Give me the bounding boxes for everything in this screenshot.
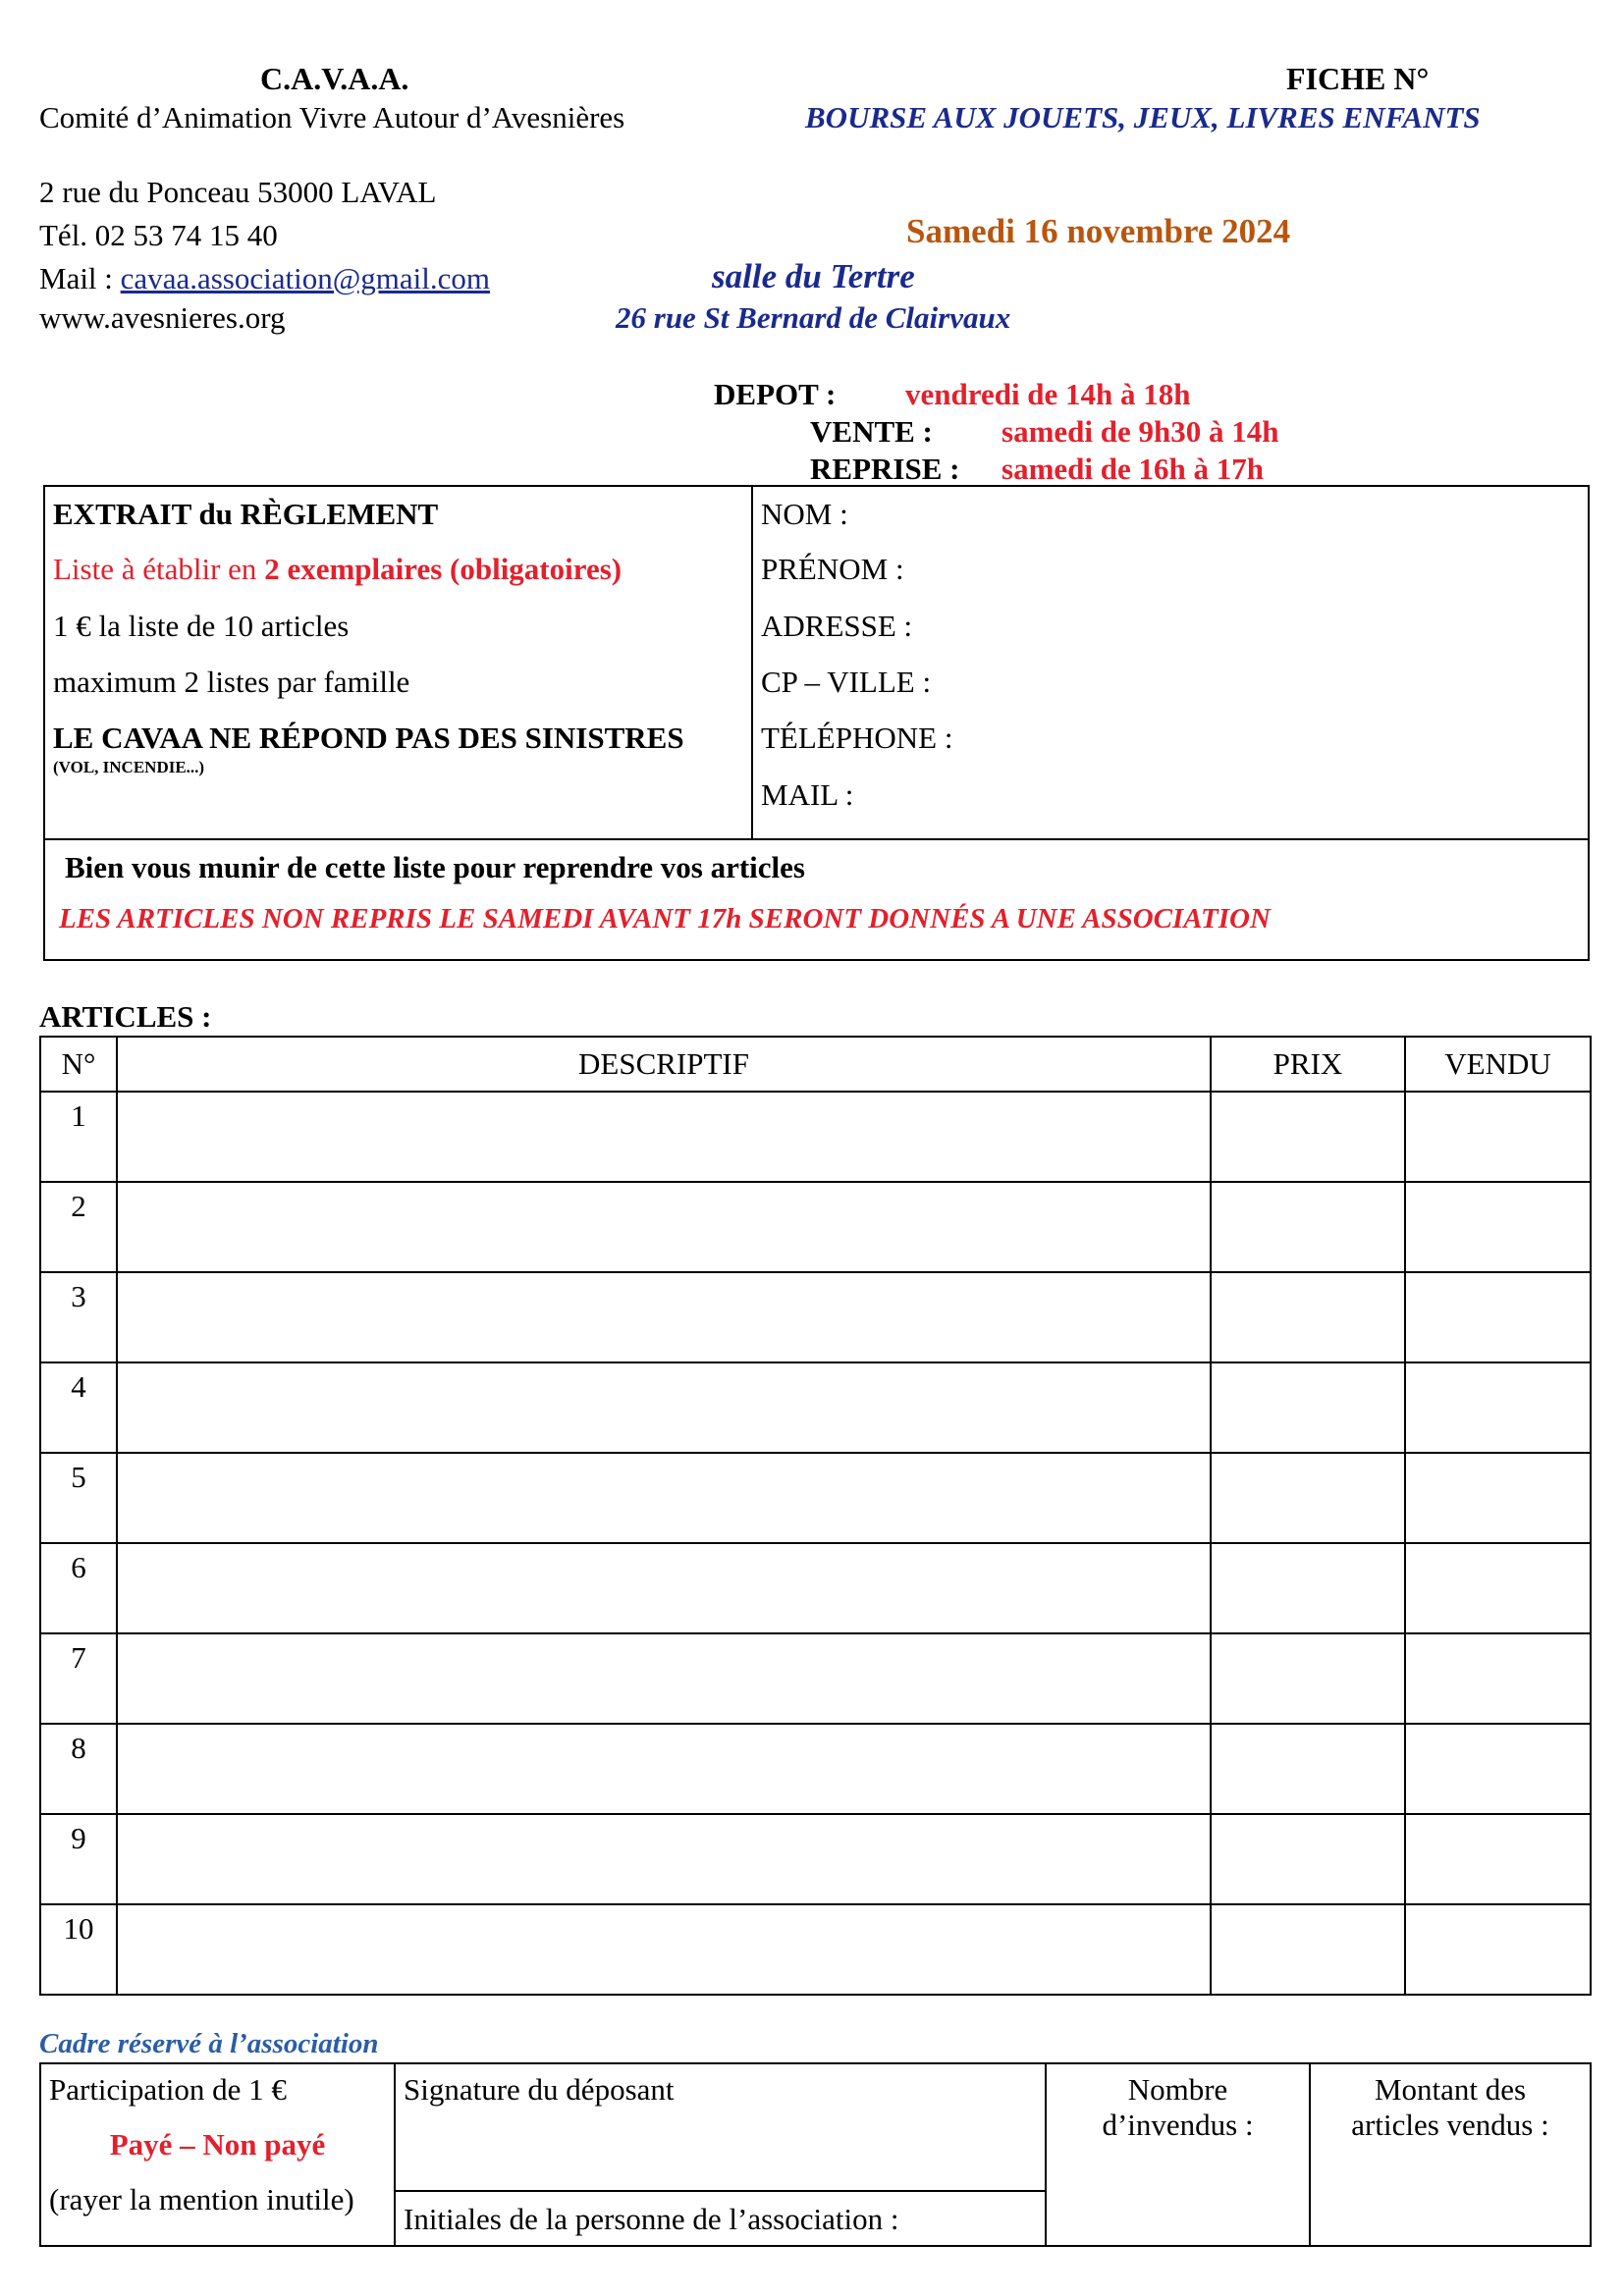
article-sold-cell[interactable]	[1405, 1453, 1591, 1543]
article-sold-cell[interactable]	[1405, 1182, 1591, 1272]
table-row	[40, 1724, 1591, 1814]
article-sold-cell[interactable]	[1405, 1092, 1591, 1182]
sold-label-line1: Montant des	[1374, 2072, 1527, 2107]
participation-cell	[40, 2063, 395, 2246]
table-header-row	[40, 1037, 1591, 1092]
rules-and-depositor-box	[43, 485, 1590, 961]
org-acronym: C.A.V.A.A.	[260, 61, 409, 96]
vente-label: VENTE :	[810, 414, 933, 449]
mail-label: Mail :	[39, 261, 121, 295]
article-price-cell[interactable]	[1211, 1543, 1405, 1633]
table-row	[40, 1453, 1591, 1543]
table-row	[40, 1092, 1591, 1182]
signature-cell[interactable]	[395, 2063, 1046, 2191]
fiche-number-label: FICHE N°	[1286, 61, 1430, 96]
table-row	[40, 1814, 1591, 1904]
rules-copies-bold: 2 exemplaires (obligatoires)	[264, 552, 623, 586]
notice-line1: Bien vous munir de cette liste pour reprendre vos articles	[65, 850, 805, 884]
article-price-cell[interactable]	[1211, 1362, 1405, 1453]
reprise-time: samedi de 16h à 17h	[1001, 452, 1264, 486]
column-header-description: DESCRIPTIF	[117, 1037, 1211, 1092]
field-nom[interactable]: NOM :	[761, 497, 848, 531]
article-number-cell: 8	[40, 1724, 117, 1814]
column-header-sold: VENDU	[1405, 1037, 1591, 1092]
article-number-cell: 6	[40, 1543, 117, 1633]
notice-line2: LES ARTICLES NON REPRIS LE SAMEDI AVANT 17h SERONT DONNÉS A UNE ASSOCIATION	[59, 903, 1271, 934]
article-number-cell: 5	[40, 1453, 117, 1543]
org-mail	[39, 261, 490, 296]
rules-copies-prefix: Liste à établir en	[53, 552, 265, 586]
org-name: Comité d’Animation Vivre Autour d’Avesnières	[39, 100, 625, 134]
article-description-cell[interactable]	[117, 1724, 1211, 1814]
article-price-cell[interactable]	[1211, 1904, 1405, 1995]
association-table	[39, 2062, 1592, 2247]
article-sold-cell[interactable]	[1405, 1543, 1591, 1633]
event-date: Samedi 16 novembre 2024	[906, 212, 1291, 250]
article-description-cell[interactable]	[117, 1092, 1211, 1182]
article-price-cell[interactable]	[1211, 1182, 1405, 1272]
articles-body	[40, 1092, 1591, 1995]
association-heading: Cadre réservé à l’association	[39, 2028, 379, 2059]
articles-heading: ARTICLES :	[39, 999, 212, 1034]
column-header-price: PRIX	[1211, 1037, 1405, 1092]
table-row	[40, 1182, 1591, 1272]
article-sold-cell[interactable]	[1405, 1272, 1591, 1362]
rules-max-lists: maximum 2 listes par famille	[53, 665, 410, 699]
venue-name: salle du Tertre	[712, 257, 915, 295]
field-cp-ville[interactable]: CP – VILLE :	[761, 665, 932, 699]
rules-liability: LE CAVAA NE RÉPOND PAS DES SINISTRES	[53, 721, 684, 755]
mail-link[interactable]: cavaa.association@gmail.com	[120, 261, 490, 295]
article-sold-cell[interactable]	[1405, 1362, 1591, 1453]
field-telephone[interactable]: TÉLÉPHONE :	[761, 721, 953, 755]
article-description-cell[interactable]	[117, 1182, 1211, 1272]
article-number-cell: 9	[40, 1814, 117, 1904]
strike-note: (rayer la mention inutile)	[49, 2182, 354, 2216]
reprise-label: REPRISE :	[810, 452, 960, 486]
article-sold-cell[interactable]	[1405, 1814, 1591, 1904]
initials-label: Initiales de la personne de l’association :	[404, 2202, 899, 2236]
vente-time: samedi de 9h30 à 14h	[1001, 414, 1279, 449]
field-adresse[interactable]: ADRESSE :	[761, 609, 913, 643]
article-description-cell[interactable]	[117, 1543, 1211, 1633]
unsold-label-line2: d’invendus :	[1102, 2108, 1254, 2142]
article-description-cell[interactable]	[117, 1272, 1211, 1362]
article-price-cell[interactable]	[1211, 1272, 1405, 1362]
sold-label-line2: articles vendus :	[1351, 2108, 1549, 2142]
signature-label: Signature du déposant	[404, 2072, 675, 2107]
sold-amount-cell[interactable]	[1310, 2063, 1591, 2246]
articles-table	[39, 1036, 1592, 1996]
rules-liability-note: (VOL, INCENDIE...)	[53, 758, 205, 776]
article-price-cell[interactable]	[1211, 1092, 1405, 1182]
article-number-cell: 10	[40, 1904, 117, 1995]
org-phone: Tél. 02 53 74 15 40	[39, 218, 278, 252]
article-description-cell[interactable]	[117, 1362, 1211, 1453]
article-sold-cell[interactable]	[1405, 1904, 1591, 1995]
venue-address: 26 rue St Bernard de Clairvaux	[616, 300, 1011, 335]
org-website[interactable]: www.avesnieres.org	[39, 300, 286, 335]
divider	[45, 838, 1588, 840]
article-price-cell[interactable]	[1211, 1633, 1405, 1724]
rules-price: 1 € la liste de 10 articles	[53, 609, 350, 643]
article-number-cell: 2	[40, 1182, 117, 1272]
article-description-cell[interactable]	[117, 1904, 1211, 1995]
divider	[751, 487, 753, 840]
participation-label: Participation de 1 €	[49, 2072, 287, 2107]
event-title: BOURSE AUX JOUETS, JEUX, LIVRES ENFANTS	[805, 100, 1481, 134]
table-row	[40, 1362, 1591, 1453]
article-sold-cell[interactable]	[1405, 1724, 1591, 1814]
article-price-cell[interactable]	[1211, 1724, 1405, 1814]
column-header-number: N°	[40, 1037, 117, 1092]
initials-cell[interactable]	[395, 2191, 1046, 2246]
article-sold-cell[interactable]	[1405, 1633, 1591, 1724]
table-row	[40, 1543, 1591, 1633]
field-prenom[interactable]: PRÉNOM :	[761, 552, 904, 586]
rules-copies	[53, 552, 622, 587]
rules-title: EXTRAIT du RÈGLEMENT	[53, 497, 439, 531]
article-number-cell: 4	[40, 1362, 117, 1453]
table-row	[40, 1904, 1591, 1995]
org-address: 2 rue du Ponceau 53000 LAVAL	[39, 175, 437, 209]
article-price-cell[interactable]	[1211, 1453, 1405, 1543]
article-number-cell: 7	[40, 1633, 117, 1724]
unsold-label-line1: Nombre	[1127, 2072, 1228, 2107]
field-mail[interactable]: MAIL :	[761, 777, 854, 812]
paid-status[interactable]: Payé – Non payé	[109, 2127, 326, 2162]
article-description-cell[interactable]	[117, 1453, 1211, 1543]
unsold-count-cell[interactable]	[1046, 2063, 1310, 2246]
depot-time: vendredi de 14h à 18h	[905, 377, 1191, 411]
table-row	[40, 1633, 1591, 1724]
article-price-cell[interactable]	[1211, 1814, 1405, 1904]
article-number-cell: 3	[40, 1272, 117, 1362]
article-number-cell: 1	[40, 1092, 117, 1182]
article-description-cell[interactable]	[117, 1814, 1211, 1904]
article-description-cell[interactable]	[117, 1633, 1211, 1724]
table-row	[40, 1272, 1591, 1362]
depot-label: DEPOT :	[714, 377, 837, 411]
